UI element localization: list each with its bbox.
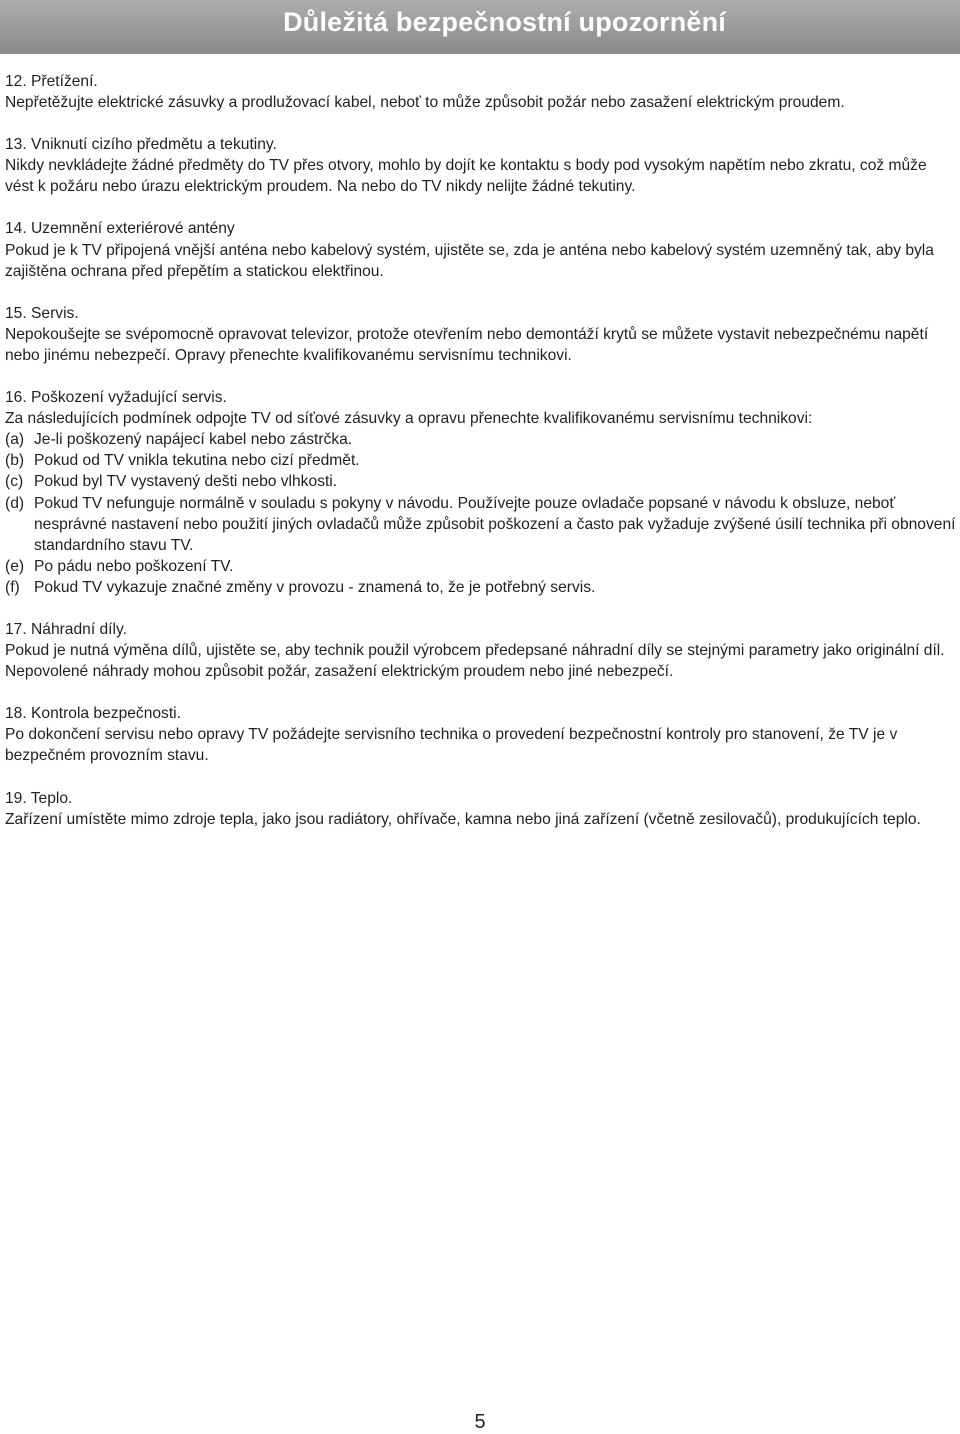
section-heading: 18. Kontrola bezpečnosti. xyxy=(5,705,181,723)
section-heading: 19. Teplo. xyxy=(5,789,73,807)
list-item xyxy=(5,493,957,556)
list-text: Pokud TV vykazuje značné změny v provozu - znamená to, že je potřebný servis. xyxy=(34,578,596,596)
document-body xyxy=(5,71,957,851)
list-item xyxy=(5,429,957,450)
section-body: Pokud je nutná výměna dílů, ujistěte se, aby technik použil výrobcem předepsané náhradní díly se stejnými parametry jako originální díl. Nepovolené náhrady mohou způsobit požár, zasažení elektrickým proudem nebo jiné nebezpečí. xyxy=(5,642,945,681)
list-item xyxy=(5,471,957,492)
header-bar xyxy=(0,0,960,54)
page-title: Důležitá bezpečnostní upozornění xyxy=(283,7,726,37)
list-marker: (b) xyxy=(5,452,25,470)
list-text: Pokud od TV vnikla tekutina nebo cizí předmět. xyxy=(34,452,360,470)
section-17-spare-parts xyxy=(5,619,957,682)
section-12-overload xyxy=(5,71,957,113)
list-item xyxy=(5,556,957,577)
section-heading: 13. Vniknutí cizího předmětu a tekutiny. xyxy=(5,136,277,154)
list-marker: (d) xyxy=(5,494,25,512)
section-19-heat xyxy=(5,788,957,830)
section-heading: 15. Servis. xyxy=(5,304,79,322)
list-marker: (e) xyxy=(5,557,25,575)
list-item xyxy=(5,577,957,598)
list-marker: (c) xyxy=(5,473,24,491)
section-body: Zařízení umístěte mimo zdroje tepla, jako jsou radiátory, ohřívače, kamna nebo jiná zařízení (včetně zesilovačů), produkujících teplo. xyxy=(5,810,921,828)
section-body: Po dokončení servisu nebo opravy TV požádejte servisního technika o provedení bezpečnostní kontroly pro stanovení, že TV je v bezpečném provozním stavu. xyxy=(5,726,898,765)
section-16-damage-requiring-service xyxy=(5,387,957,598)
list-text: Je-li poškozený napájecí kabel nebo zástrčka. xyxy=(34,431,353,449)
section-heading: 12. Přetížení. xyxy=(5,73,98,90)
page-number: 5 xyxy=(474,1411,486,1433)
list-text: Po pádu nebo poškození TV. xyxy=(34,557,234,575)
section-14-antenna-grounding xyxy=(5,218,957,281)
section-heading: 17. Náhradní díly. xyxy=(5,620,127,638)
section-body: Pokud je k TV připojená vnější anténa nebo kabelový systém, ujistěte se, zda je anténa nebo kabelový systém uzemněný tak, aby byla zajištěna ochrana před přepětím a statickou elektřinou. xyxy=(5,241,934,280)
section-15-service xyxy=(5,303,957,366)
list-text: Pokud byl TV vystavený dešti nebo vlhkosti. xyxy=(34,473,338,491)
list-marker: (f) xyxy=(5,578,20,596)
list-text: Pokud TV nefunguje normálně v souladu s pokyny v návodu. Používejte pouze ovladače popsané v návodu k obsluze, neboť nesprávné nastavení nebo použití jiných ovladačů může způsobit poškození a často pak vyžaduje zvýšené úsilí technika při obnovení standardního stavu TV. xyxy=(34,494,956,554)
list-marker: (a) xyxy=(5,431,25,449)
section-body: Za následujících podmínek odpojte TV od síťové zásuvky a opravu přenechte kvalifikovanému servisnímu technikovi: xyxy=(5,410,813,428)
section-13-foreign-objects xyxy=(5,134,957,197)
section-body: Nikdy nevkládejte žádné předměty do TV přes otvory, mohlo by dojít ke kontaktu s body pod vysokým napětím nebo zkratu, což může vést k požáru nebo úrazu elektrickým proudem. Na nebo do TV nikdy nelijte žádné tekutiny. xyxy=(5,157,927,196)
section-18-safety-check xyxy=(5,703,957,766)
section-body: Nepokoušejte se svépomocně opravovat televizor, protože otevřením nebo demontáží krytů se můžete vystavit nebezpečnému napětí nebo jinému nebezpečí. Opravy přenechte kvalifikovanému servisnímu technikovi. xyxy=(5,325,929,364)
section-body: Nepřetěžujte elektrické zásuvky a prodlužovací kabel, neboť to může způsobit požár nebo zasažení elektrickým proudem. xyxy=(5,94,845,112)
section-heading: 16. Poškození vyžadující servis. xyxy=(5,389,227,407)
list-item xyxy=(5,450,957,471)
section-heading: 14. Uzemnění exteriérové antény xyxy=(5,220,235,238)
